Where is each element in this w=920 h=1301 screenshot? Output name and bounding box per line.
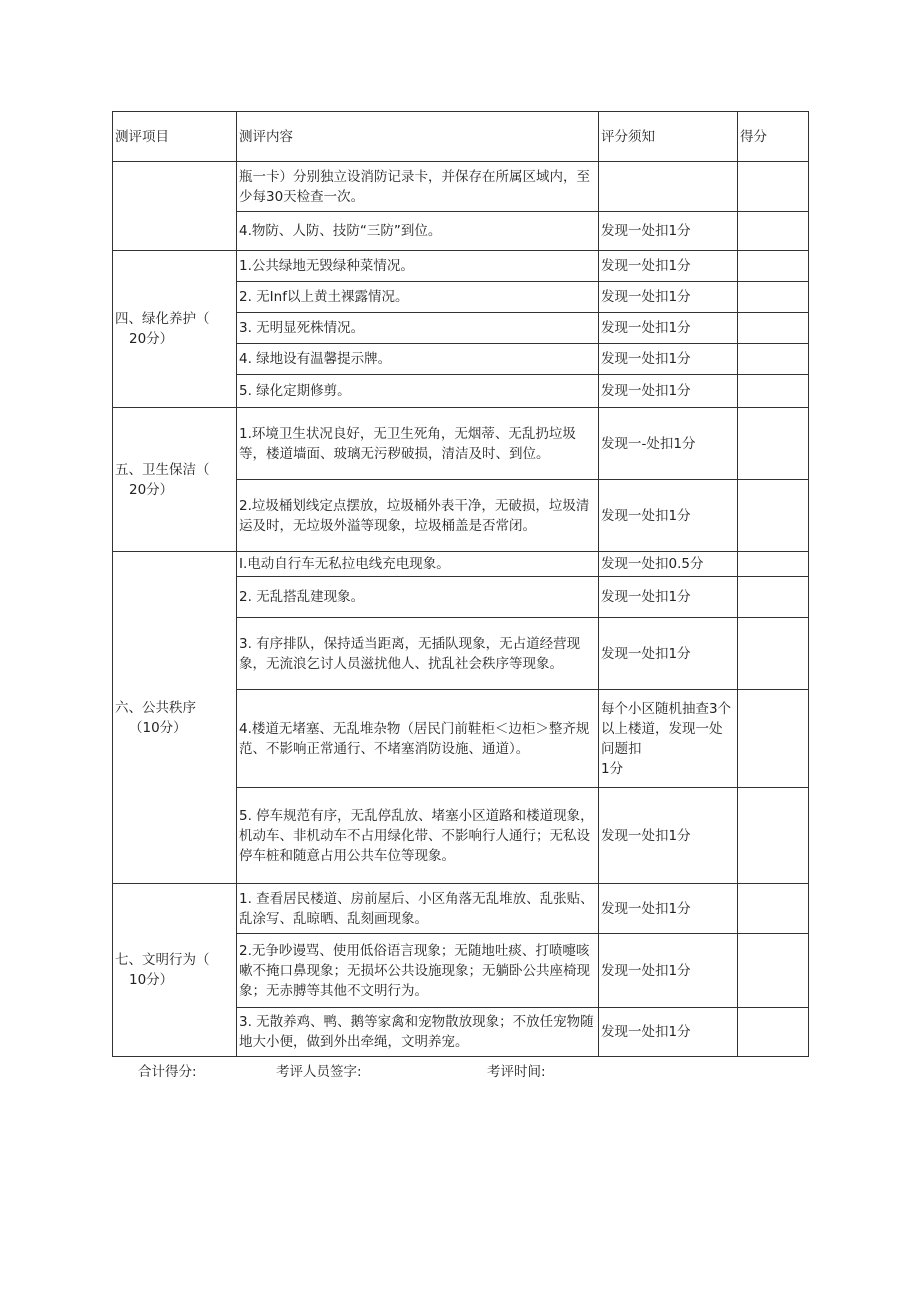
continued-category xyxy=(113,162,237,251)
rule-cell: 发现一处扣1分 xyxy=(599,934,738,1008)
score-cell[interactable] xyxy=(738,788,809,884)
score-cell[interactable] xyxy=(738,480,809,552)
table-row xyxy=(113,251,809,282)
content-cell: 3. 无散养鸡、鸭、鹅等家禽和宠物散放现象；不放任宠物随地大小便，做到外出牵绳，文明养宠。 xyxy=(237,1008,599,1057)
rule-cell: 发现一处扣1分 xyxy=(599,375,738,408)
rule-text: 每个小区随机抽查3个以上楼道，发现一处问题扣 xyxy=(601,700,732,757)
category-points: （10分） xyxy=(129,719,187,736)
score-cell[interactable] xyxy=(738,552,809,577)
score-cell[interactable] xyxy=(738,1008,809,1057)
signer-label: 考评人员签字: xyxy=(276,1064,362,1080)
score-cell[interactable] xyxy=(738,577,809,618)
content-cell: 2. 无Inf以上黄土裸露情况。 xyxy=(237,282,599,313)
table-row xyxy=(113,162,809,212)
header-row xyxy=(113,112,809,162)
content-cell: 2.无争吵谩骂、使用低俗语言现象；无随地吐痰、打喷嚏咳嗽不掩口鼻现象；无损坏公共设施现象；无躺卧公共座椅现象；无赤膊等其他不文明行为。 xyxy=(237,934,599,1008)
content-cell: I.电动自行车无私拉电线充电现象。 xyxy=(237,552,599,577)
table-row xyxy=(113,408,809,480)
rule-cell: 发现一处扣1分 xyxy=(599,313,738,344)
content-cell: 5. 绿化定期修剪。 xyxy=(237,375,599,408)
rule-cell: 发现一处扣1分 xyxy=(599,480,738,552)
score-cell[interactable] xyxy=(738,618,809,690)
content-cell: 1.公共绿地无毁绿种菜情况。 xyxy=(237,251,599,282)
score-cell[interactable] xyxy=(738,282,809,313)
rule-cell: 发现一处扣1分 xyxy=(599,282,738,313)
rule-cell: 发现一处扣0.5分 xyxy=(599,552,738,577)
content-cell: 2. 无乱搭乱建现象。 xyxy=(237,577,599,618)
category-sanitation xyxy=(113,408,237,552)
score-cell[interactable] xyxy=(738,884,809,934)
content-cell: 瓶一卡）分别独立设消防记录卡，并保存在所属区域内，至少每30天检查一次。 xyxy=(237,162,599,212)
category-greening xyxy=(113,251,237,408)
content-cell: 2.垃圾桶划线定点摆放，垃圾桶外表干净，无破损，垃圾清运及时，无垃圾外溢等现象，垃圾桶盖是否常闭。 xyxy=(237,480,599,552)
score-cell[interactable] xyxy=(738,934,809,1008)
content-cell: 5. 停车规范有序，无乱停乱放、堵塞小区道路和楼道现象，机动车、非机动车不占用绿化带、不影响行人通行；无私设停车桩和随意占用公共车位等现象。 xyxy=(237,788,599,884)
score-cell[interactable] xyxy=(738,408,809,480)
content-cell: 1. 查看居民楼道、房前屋后、小区角落无乱堆放、乱张贴、乱涂写、乱晾晒、乱刻画现象。 xyxy=(237,884,599,934)
rule-text: 1分 xyxy=(601,760,624,777)
score-cell[interactable] xyxy=(738,212,809,251)
rule-cell: 发现一处扣1分 xyxy=(599,618,738,690)
table-row xyxy=(113,884,809,934)
category-points: 20分） xyxy=(129,481,174,498)
score-cell[interactable] xyxy=(738,344,809,375)
category-title: 六、公共秩序 xyxy=(115,699,196,716)
category-civility xyxy=(113,884,237,1057)
score-cell[interactable] xyxy=(738,690,809,788)
evaluation-table xyxy=(112,111,809,1057)
header-item: 测评项目 xyxy=(113,112,237,162)
score-cell[interactable] xyxy=(738,251,809,282)
score-cell[interactable] xyxy=(738,162,809,212)
total-score-label: 合计得分: xyxy=(138,1064,197,1080)
rule-cell: 发现一处扣1分 xyxy=(599,344,738,375)
content-cell: 4. 绿地设有温馨提示牌。 xyxy=(237,344,599,375)
rule-cell xyxy=(599,162,738,212)
rule-cell: 发现一处扣1分 xyxy=(599,1008,738,1057)
content-cell: 4.物防、人防、技防“三防”到位。 xyxy=(237,212,599,251)
category-title: 四、绿化养护（ xyxy=(115,311,210,327)
category-order xyxy=(113,552,237,884)
content-cell: 1.环境卫生状况良好，无卫生死角，无烟蒂、无乱扔垃圾等，楼道墙面、玻璃无污秽破损，清洁及时、到位。 xyxy=(237,408,599,480)
signature-footer xyxy=(0,1062,920,1084)
rule-cell: 发现一处扣1分 xyxy=(599,212,738,251)
content-cell: 4.楼道无堵塞、无乱堆杂物（居民门前鞋柜＜边柜＞整齐规范、不影响正常通行、不堵塞消防设施、通道）。 xyxy=(237,690,599,788)
header-rule: 评分须知 xyxy=(599,112,738,162)
rule-cell: 发现一处扣1分 xyxy=(599,577,738,618)
rule-cell: 发现一处扣1分 xyxy=(599,884,738,934)
header-score: 得分 xyxy=(738,112,809,162)
rule-cell: 发现一-处扣1分 xyxy=(599,408,738,480)
score-cell[interactable] xyxy=(738,313,809,344)
rule-cell: 发现一处扣1分 xyxy=(599,788,738,884)
category-title: 七、文明行为（ xyxy=(115,952,210,968)
category-points: 10分） xyxy=(129,972,174,988)
category-points: 20分） xyxy=(129,331,174,347)
header-content: 测评内容 xyxy=(237,112,599,162)
category-title: 五、卫生保洁（ xyxy=(115,461,210,478)
table-row xyxy=(113,552,809,577)
rule-cell: 发现一处扣1分 xyxy=(599,251,738,282)
content-cell: 3. 无明显死株情况。 xyxy=(237,313,599,344)
score-cell[interactable] xyxy=(738,375,809,408)
time-label: 考评时间: xyxy=(487,1064,546,1080)
rule-cell xyxy=(599,690,738,788)
content-cell: 3. 有序排队，保持适当距离，无插队现象，无占道经营现象，无流浪乞讨人员滋扰他人、扰乱社会秩序等现象。 xyxy=(237,618,599,690)
